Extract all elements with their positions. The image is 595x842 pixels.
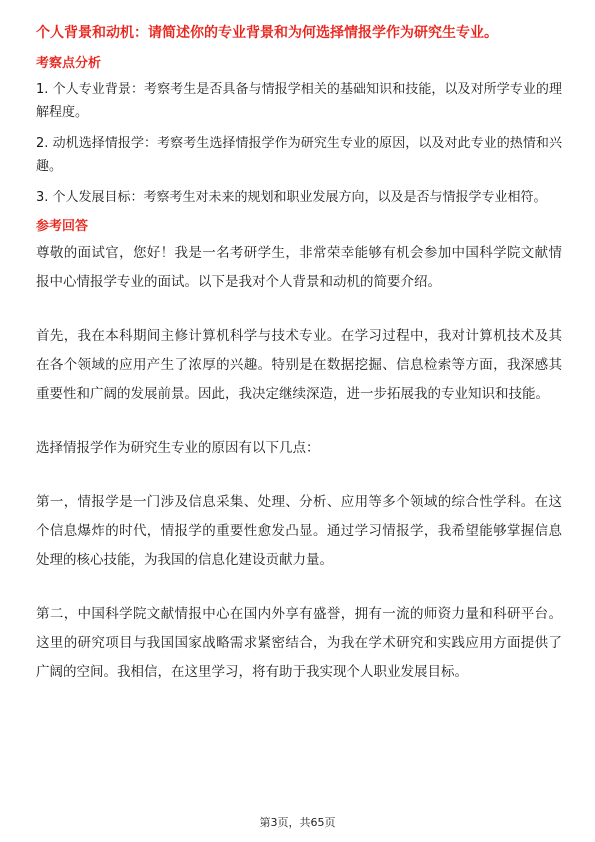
analysis-points [36,78,562,209]
answer-paragraph: 第二，中国科学院文献情报中心在国内外享有盛誉，拥有一流的师资力量和科研平台。这里的研究项目与我国国家战略需求紧密结合，为我在学术研究和实践应用方面提供了广阔的空间。我相信，在这里学习，将有助于我实现个人职业发展目标。 [36,606,562,680]
answer-heading: 参考回答 [36,219,89,234]
answer-paragraph: 尊敬的面试官，您好！我是一名考研学生，非常荣幸能够有机会参加中国科学院文献情报中心情报学专业的面试。以下是我对个人背景和动机的简要介绍。 [36,245,562,290]
analysis-point: 3. 个人发展目标：考察考生对未来的规划和职业发展方向，以及是否与情报学专业相符。 [36,190,547,205]
answer-paragraph: 第一，情报学是一门涉及信息采集、处理、分析、应用等多个领域的综合性学科。在这个信息爆炸的时代，情报学的重要性愈发凸显。通过学习情报学，我希望能够掌握信息处理的核心技能，为我国的信息化建设贡献力量。 [36,494,562,568]
answer-paragraph: 首先，我在本科期间主修计算机科学与技术专业。在学习过程中，我对计算机技术及其在各个领域的应用产生了浓厚的兴趣。特别是在数据挖掘、信息检索等方面，我深感其重要性和广阔的发展前景。因此，我决定继续深造，进一步拓展我的专业知识和技能。 [36,328,562,402]
analysis-point: 2. 动机选择情报学：考察考生选择情报学作为研究生专业的原因，以及对此专业的热情和兴趣。 [36,136,562,174]
analysis-heading: 考察点分析 [36,56,102,71]
question-heading: 个人背景和动机：请简述你的专业背景和为何选择情报学作为研究生专业。 [36,25,498,41]
page-number-footer: 第3页，共65页 [259,816,336,829]
document-page [36,22,562,712]
analysis-point: 1. 个人专业背景：考察考生是否具备与情报学相关的基础知识和技能，以及对所学专业的理解程度。 [36,82,562,120]
answer-paragraph: 选择情报学作为研究生专业的原因有以下几点： [36,440,320,456]
answer-body [36,239,562,687]
